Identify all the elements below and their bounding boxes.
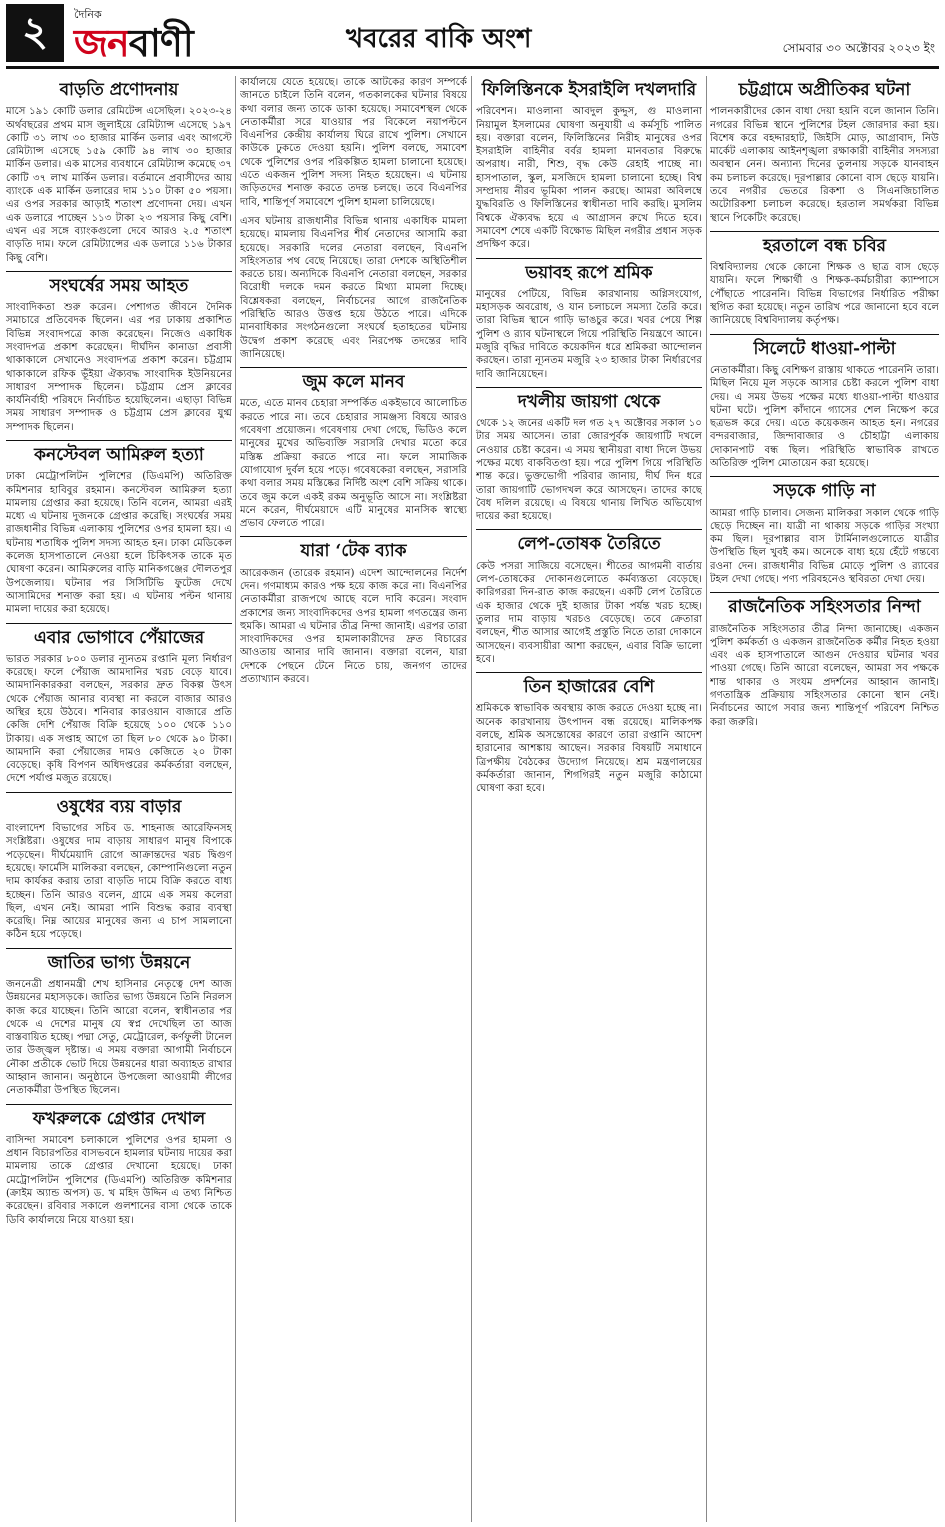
article-fakhrul-arrest — [6, 1109, 232, 1227]
article-body: পরিবেশন। মাওলানা আবদুল কুদ্দুস, গু মাওলানা নিয়ামুল ইসলামের ঘোষণা অনুযায়ী এ কর্মসূচি পালিত হয়। বক্তারা বলেন, ফিলিস্তিনের নিরীহ মানুষের ওপর ইসরাইলি বাহিনীর বর্বর হামলা মানবতার বিরুদ্ধে অপরাধ। নারী, শিশু, বৃদ্ধ কেউ রেহাই পাচ্ছে না। হাসপাতাল, স্কুল, মসজিদে হামলা চালানো হচ্ছে। বিশ্ব সম্প্রদায় নীরব ভূমিকা পালন করছে। আমরা অবিলম্বে যুদ্ধবিরতি ও ফিলিস্তিনের স্বাধীনতা দাবি করছি। মুসলিম বিশ্বকে ঐক্যবদ্ধ হয়ে এ আগ্রাসন রুখে দিতে হবে। সমাবেশ শেষে একটি বিক্ষোভ মিছিল নগরীর প্রধান সড়ক প্রদক্ষিণ করে। — [476, 106, 702, 251]
article-cu-closed — [710, 236, 939, 328]
article-quilt-making — [476, 534, 702, 666]
article-palestine — [476, 80, 702, 252]
headline: জুম কলে মানব — [302, 372, 405, 393]
headline: দখলীয় জায়গা থেকে — [517, 391, 661, 412]
divider — [240, 367, 467, 368]
logo-part-2: বাণী — [128, 21, 193, 65]
masthead — [6, 4, 939, 65]
article-body: নেতাকর্মীরা। কিছু বেশিক্ষণ রাস্তায় থাকতে পারেননি তারা। মিছিল নিয়ে মূল সড়কে আসার চেষ্টা করলে পুলিশ বাধা দেয়। এ সময় উভয় পক্ষের মধ্যে ধাওয়া-পাল্টা ধাওয়ার ঘটনা ঘটে। পুলিশ কাঁদানে গ্যাসের শেল নিক্ষেপ করে ছত্রভঙ্গ করে দেয়। এতে কয়েকজন আহত হন। নগরের বন্দরবাজার, জিন্দাবাজার ও চৌহাট্টা এলাকায় দোকানপাট বন্ধ ছিল। পরিস্থিতি স্বাভাবিক রাখতে অতিরিক্ত পুলিশ মোতায়েন করা হয়েছে। — [710, 364, 939, 469]
divider — [710, 334, 939, 335]
divider — [476, 672, 702, 673]
divider — [476, 258, 702, 259]
divider — [710, 231, 939, 232]
article-body: মানুষের পেটিয়ে, বিভিন্ন কারখানায় অগ্নিসংযোগ, মহাসড়ক অবরোধ, ও যান চলাচলে সমস্যা তৈরি করে। তারা বিভিন্ন স্থানে গাড়ি ভাঙচুর করে। খবর পেয়ে শিল্প পুলিশ ও র‍্যাব ঘটনাস্থলে গিয়ে পরিস্থিতি নিয়ন্ত্রণে আনে। মজুরি বৃদ্ধির দাবিতে কয়েকদিন ধরে শ্রমিকরা আন্দোলন করছেন। তারা ন্যূনতম মজুরি ২৩ হাজার টাকা নির্ধারণের দাবি জানিয়েছেন। — [476, 288, 702, 380]
headline: ওষুধের ব্যয় বাড়ার — [56, 796, 182, 817]
article-medicine-cost — [6, 797, 232, 942]
divider — [6, 948, 232, 949]
article-zoom-call — [240, 372, 467, 530]
column-divider — [471, 76, 472, 1522]
article-continued-2 — [240, 215, 467, 361]
headline: ফিলিস্তিনকে ইসরাইলি দখলদারি — [481, 80, 697, 100]
column-1 — [6, 76, 232, 1522]
article-body: সাংবাদিকতা শুরু করেন। পেশাগত জীবনে দৈনিক সমাচারে প্রতিবেদক ছিলেন। এর পর ঢাকায় প্রকাশিত বিভিন্ন সংবাদপত্রে কাজ করেছেন। নিজেও একাধিক সংবাদপত্র প্রকাশ করেছেন। দীর্ঘদিন কানাডা প্রবাসী থাকাকালে সেখানেও সংবাদপত্র প্রকাশ করেন। চট্টগ্রাম থাকাকালে রফিক ভূঁইয়া ঐক্যবদ্ধ সাংবাদিক ইউনিয়নের সাধারণ সম্পাদক ছিলেন। চট্টগ্রাম প্রেস ক্লাবের কার্যনির্বাহী পরিষদে নির্বাচিত হয়েছিলেন। এছাড়া বিভিন্ন সময় সাধারণ সম্পাদক ও চট্টগ্রাম প্রেস ক্লাবের যুগ্ম সম্পাদক ছিলেন। — [6, 302, 232, 433]
date-line: সোমবার ৩০ অক্টোবর ২০২৩ ইং — [782, 41, 935, 55]
article-body: পালনকারীদের কোন বাধা দেয়া হয়নি বলে জানান তিনি। নগরের বিভিন্ন স্থানে পুলিশের টহল জোরদার করা হয়। বিশেষ করে বহদ্দারহাট, জিইসি মোড়, আগ্রাবাদ, নিউ মার্কেট এলাকায় আইনশৃঙ্খলা রক্ষাকারী বাহিনীর সদস্যরা অবস্থান নেন। অন্যান্য দিনের তুলনায় সড়কে যানবাহন কম চলাচল করেছে। দূরপাল্লার কোনো বাস ছেড়ে যায়নি। তবে নগরীর ভেতরে রিকশা ও সিএনজিচালিত অটোরিকশা চলাচল করেছে। হরতাল সমর্থকরা বিভিন্ন স্থানে পিকেটিং করেছে। — [710, 106, 939, 224]
headline: যারা ‘টেক ব্যাক — [300, 541, 407, 562]
article-body: মতে, এতে মানব চেহারা সম্পর্কিত একইভাবে আলোচিত করতে পারে না। তবে চেহারার সামঞ্জস্য বিষয়ে আরও গবেষণা প্রয়োজন। গবেষণায় দেখা গেছে, ভিডিও কলে মানুষের মুখের অভিব্যক্তি সরাসরি দেখার মতো করে মস্তিষ্ক প্রক্রিয়া করতে পারে না। ফলে সামাজিক যোগাযোগ দুর্বল হয়ে পড়ে। গবেষকেরা বলছেন, সরাসরি কথা বলার সময় মস্তিষ্কের নির্দিষ্ট অংশ বেশি সক্রিয় থাকে। তবে জুম কলে একই রকম অনুভূতি আসে না। সংশ্লিষ্টরা মনে করেন, দীর্ঘমেয়াদে এটি মানুষের মানসিক স্বাস্থ্যে প্রভাব ফেলতে পারে। — [240, 398, 467, 530]
headline: এবার ভোগাবে পেঁয়াজের — [33, 627, 205, 648]
article-body: ভারত সরকার ৮০০ ডলার ন্যূনতম রপ্তানি মূল্য নির্ধারণ করেছে। ফলে পেঁয়াজ আমদানির খরচ বেড়ে যাবে। আমদানিকারকরা বলছেন, সরকার দ্রুত বিকল্প উৎস থেকে পেঁয়াজ আনার ব্যবস্থা না করলে বাজার আরও অস্থির হয়ে উঠবে। শনিবার কারওয়ান বাজারে প্রতি কেজি দেশি পেঁয়াজ বিক্রি হয়েছে ১০০ থেকে ১১০ টাকায়। এক সপ্তাহ আগে তা ছিল ৮০ থেকে ৯০ টাকা। আমদানি করা পেঁয়াজের দামও কেজিতে ২০ টাকা বেড়েছে। কৃষি বিপণন অধিদপ্তরের কর্মকর্তারা বলছেন, দেশে পর্যাপ্ত মজুত রয়েছে। — [6, 653, 232, 785]
article-body: কেউ পসরা সাজিয়ে বসেছেন। শীতের আগমনী বার্তায় লেপ-তোষকের দোকানগুলোতে কর্মব্যস্ততা বেড়েছে। কারিগররা দিন-রাত কাজ করছেন। একটি লেপ তৈরিতে এক হাজার থেকে দুই হাজার টাকা পর্যন্ত খরচ হচ্ছে। তুলার দাম বাড়ায় খরচও বেড়েছে। তবে ক্রেতারা বলছেন, শীত আসার আগেই প্রস্তুতি নিতে তারা দোকানে আসছেন। ব্যবসায়ীরা আশা করছেন, এবার বিক্রি ভালো হবে। — [476, 560, 702, 665]
column-divider — [235, 76, 236, 1522]
headline: জাতির ভাগ্য উন্নয়নে — [47, 952, 191, 973]
article-workers — [476, 263, 702, 381]
headline: সড়কে গাড়ি না — [773, 481, 876, 502]
column-2 — [240, 76, 467, 1522]
article-nation-development — [6, 953, 232, 1098]
article-land-occupation — [476, 392, 702, 524]
article-no-vehicles — [710, 481, 939, 586]
divider — [6, 440, 232, 441]
article-body: আরেকজন (তারেক রহমান) এদেশ আন্দোলনের নির্দেশ দেন। গণমাধ্যম কারও পক্ষ হয়ে কাজ করে না। বিএনপির নেতাকর্মীরা রাজপথে আছে বলে দাবি করেন। সংবাদ প্রকাশের জন্য সাংবাদিকদের ওপর হামলা গণতন্ত্রের জন্য হুমকি। আমরা এ ঘটনার তীব্র নিন্দা জানাই। এরপর তারা সাংবাদিকদের ওপর হামলাকারীদের দ্রুত বিচারের আওতায় আনার দাবি জানান। বক্তারা বলেন, যারা দেশকে পেছনে টেনে নিতে চায়, জনগণ তাদের প্রত্যাখ্যান করবে। — [240, 567, 467, 686]
article-constable-murder — [6, 445, 232, 617]
article-incentive — [6, 80, 232, 265]
headline: রাজনৈতিক সহিংসতার নিন্দা — [728, 597, 921, 618]
divider — [6, 271, 232, 272]
article-chattogram — [710, 80, 939, 225]
newspaper-logo — [70, 6, 230, 65]
divider — [240, 536, 467, 537]
headline: বাড়তি প্রণোদনায় — [59, 80, 179, 100]
logo-prefix: দৈনিক — [74, 8, 102, 21]
divider — [710, 476, 939, 477]
article-body: থেকে ১২ জনের একটি দল গত ২৭ অক্টোবর সকাল ১০ টার সময় আসেন। তারা জোরপূর্বক জায়গাটি দখলে নেওয়ার চেষ্টা করেন। এ সময় স্থানীয়রা বাধা দিলে উভয় পক্ষের মধ্যে বাকবিতণ্ডা হয়। পরে পুলিশ গিয়ে পরিস্থিতি শান্ত করে। ভুক্তভোগী পরিবার জানায়, দীর্ঘ দিন ধরে তারা জায়গাটি ভোগদখল করে আসছেন। তাদের কাছে বৈধ দলিল রয়েছে। এ বিষয়ে থানায় লিখিত অভিযোগ দায়ের করা হয়েছে। — [476, 418, 702, 523]
article-body: শ্রমিককে স্বাভাবিক অবস্থায় কাজ করতে দেওয়া হচ্ছে না। অনেক কারখানায় উৎপাদন বন্ধ রয়েছে। মালিকপক্ষ বলছে, শ্রমিক অসন্তোষের কারণে তারা রপ্তানি আদেশ হারানোর আশঙ্কায় আছেন। সরকার বিষয়টি সমাধানে ত্রিপক্ষীয় বৈঠকের উদ্যোগ নিয়েছে। শ্রম মন্ত্রণালয়ের কর্মকর্তারা জানান, শিগগিরই নতুন মজুরি কাঠামো ঘোষণা করা হবে। — [476, 703, 702, 795]
article-onion — [6, 628, 232, 786]
article-continued-1 — [240, 76, 467, 209]
masthead-rule — [6, 66, 939, 69]
headline: লেপ-তোষক তৈরিতে — [517, 534, 661, 555]
divider — [6, 623, 232, 624]
headline: কনস্টেবল আমিরুল হত্যা — [34, 445, 204, 466]
article-body: বাসিন্দা সমাবেশ চলাকালে পুলিশের ওপর হামলা ও প্রধান বিচারপতির বাসভবনে হামলার ঘটনায় দায়ের করা মামলায় তাকে গ্রেপ্তার দেখানো হয়েছে। ঢাকা মেট্রোপলিটন পুলিশের (ডিএমপি) অতিরিক্ত কমিশনার (ক্রাইম অ্যান্ড অপস) ড. খ মহিদ উদ্দিন এ তথ্য নিশ্চিত করেছেন। রবিবার সকালে গুলশানের বাসা থেকে তাকে ডিবি কার্যালয়ে নিয়ে যাওয়া হয়। — [6, 1134, 232, 1226]
headline: চট্টগ্রামে অপ্রীতিকর ঘটনা — [738, 80, 911, 100]
column-divider — [706, 76, 707, 1522]
page-number: ২ — [6, 4, 64, 62]
section-title: খবরের বাকি অংশ — [346, 24, 532, 54]
article-body: ঢাকা মেট্রোপলিটন পুলিশের (ডিএমপি) অতিরিক্ত কমিশনার হাবিবুর রহমান। কনস্টেবল আমিরুল হত্যা মামলায় গ্রেপ্তার করা হয়েছে। তিনি বলেন, আমরা এরই মধ্যে এ ঘটনায় দুজনকে গ্রেপ্তার করেছি। সংঘর্ষের সময় রাজধানীর বিভিন্ন এলাকায় পুলিশের ওপর হামলা হয়। এ ঘটনায় শতাধিক পুলিশ সদস্য আহত হন। ঢাকা মেডিকেল কলেজ হাসপাতালে নেওয়া হলে চিকিৎসক তাকে মৃত ঘোষণা করেন। আমিরুলের বাড়ি মানিকগঞ্জের দৌলতপুর উপজেলায়। ঘটনার পর সিসিটিভি ফুটেজ দেখে আসামিদের শনাক্ত করা হয়। এ ঘটনায় পল্টন থানায় মামলা দায়ের করা হয়েছে। — [6, 471, 232, 616]
logo-part-1: জন — [74, 21, 129, 65]
article-three-thousand — [476, 677, 702, 795]
article-sylhet-chase — [710, 339, 939, 471]
article-body: জননেত্রী প্রধানমন্ত্রী শেখ হাসিনার নেতৃত্বে দেশ আজ উন্নয়নের মহাসড়কে। জাতির ভাগ্য উন্নয়নে তিনি নিরলস কাজ করে যাচ্ছেন। তিনি আরো বলেন, স্বাধীনতার পর থেকে এ দেশের মানুষ যে স্বপ্ন দেখেছিল তা আজ বাস্তবায়িত হচ্ছে। পদ্মা সেতু, মেট্রোরেল, কর্ণফুলী টানেল তার উজ্জ্বল দৃষ্টান্ত। এ সময় বক্তারা আগামী নির্বাচনে নৌকা প্রতীকে ভোট দিয়ে উন্নয়নের ধারা অব্যাহত রাখার আহ্বান জানান। অনুষ্ঠানে উপজেলা আওয়ামী লীগের নেতাকর্মীরা উপস্থিত ছিলেন। — [6, 978, 232, 1097]
article-clash-injured — [6, 276, 232, 434]
column-4 — [710, 76, 939, 1522]
divider — [6, 792, 232, 793]
headline: সংঘর্ষের সময় আহত — [49, 275, 189, 296]
article-body: মাসে ১৯১ কোটি ডলার রেমিটেন্স এসেছিল। ২০২৩-২৪ অর্থবছরের প্রথম মাস জুলাইয়ে রেমিট্যান্স এসেছে ১৯৭ কোটি ৩১ লাখ ৩০ হাজার মার্কিন ডলার এবং আগস্টে রেমিট্যান্স এসেছে ১৫৯ কোটি ৯৪ লাখ ৩০ হাজার মার্কিন ডলার। এক মাসের ব্যবধানে রেমিট্যান্স কমেছে ৩৭ কোটি ৩৭ লাখ মার্কিন ডলার। বর্তমানে প্রবাসীদের আয় ব্যাংকে এক মার্কিন ডলারের দাম ১১০ টাকা ৫০ পয়সা। এর ওপর সরকার আড়াই শতাংশ প্রণোদনা দেয়। এখন এক ডলারে পাচ্ছেন ১১৩ টাকা ২৩ পয়সার কিছু বেশি। এখন এর সঙ্গে ব্যাংকগুলো দেবে আরও ২.৫ শতাংশ বাড়তি দাম। ফলে রেমিট্যান্সের এক ডলারে ১১৬ টাকার কিছু বেশি। — [6, 106, 232, 264]
article-body: কার্যালয়ে যেতে হয়েছে। তাকে আটকের কারণ সম্পর্কে জানতে চাইলে তিনি বলেন, গতকালকের ঘটনার বিষয়ে কথা বলার জন্য তাকে ডাকা হয়েছে। সমাবেশস্থল থেকে নেতাকর্মীরা সরে যাওয়ার পর বিকেলে নয়াপল্টনে বিএনপির কেন্দ্রীয় কার্যালয় ঘিরে রাখে পুলিশ। সেখানে কাউকে ঢুকতে দেওয়া হয়নি। পুলিশ বলছে, সমাবেশ থেকে পুলিশের ওপর পরিকল্পিত হামলা চালানো হয়েছে। এতে একজন পুলিশ সদস্য নিহত হয়েছেন। এ ঘটনায় জড়িতদের শনাক্ত করতে তদন্ত চলছে। তবে বিএনপির দাবি, শান্তিপূর্ণ সমাবেশে পুলিশ হামলা চালিয়েছে। — [240, 77, 467, 208]
divider — [6, 1104, 232, 1105]
divider — [476, 529, 702, 530]
article-body: রাজনৈতিক সহিংসতার তীব্র নিন্দা জানাচ্ছে। একজন পুলিশ কর্মকর্তা ও একজন রাজনৈতিক কর্মীর নিহত হওয়া এবং এক হাসপাতালে আগুন দেওয়ার ঘটনার খবর পাওয়া গেছে। তিনি আরো বলেছেন, আমরা সব পক্ষকে শান্ত থাকার ও সংযম প্রদর্শনের আহ্বান জানাই। গণতান্ত্রিক প্রক্রিয়ায় সহিংসতার কোনো স্থান নেই। নির্বাচনের আগে সবার জন্য শান্তিপূর্ণ পরিবেশ নিশ্চিত করা জরুরি। — [710, 623, 939, 728]
headline: তিন হাজারের বেশি — [523, 677, 655, 698]
headline: সিলেটে ধাওয়া-পাল্টা — [753, 338, 896, 359]
headline: ভয়াবহ রূপে শ্রমিক — [525, 262, 653, 283]
divider — [710, 592, 939, 593]
article-body: আমরা গাড়ি চালাব। সেজন্য মালিকরা সকাল থেকে গাড়ি ছেড়ে দিচ্ছেন না। যাত্রী না থাকায় সড়কে গাড়ির সংখ্যা কম ছিল। দূরপাল্লার বাস টার্মিনালগুলোতে যাত্রীর উপস্থিতি ছিল খুবই কম। অনেকে বাধ্য হয়ে হেঁটে গন্তব্যে রওনা দেন। রাজধানীর বিভিন্ন মোড়ে পুলিশ ও র‍্যাবের টহল দেখা গেছে। পণ্য পরিবহনেও স্থবিরতা দেখা দেয়। — [710, 507, 939, 586]
headline: ফখরুলকে গ্রেপ্তার দেখাল — [32, 1108, 206, 1129]
divider — [476, 387, 702, 388]
column-3 — [476, 76, 702, 1522]
article-body: বাংলাদেশ বিভাগের সচিব ড. শাহনাজ আরেফিনসহ সংশ্লিষ্টরা। ওষুধের দাম বাড়ায় সাধারণ মানুষ বিপাকে পড়েছেন। দীর্ঘমেয়াদি রোগে আক্রান্তদের খরচ দ্বিগুণ হয়েছে। ফার্মেসি মালিকরা বলছেন, কোম্পানিগুলো নতুন দাম কার্যকর করায় তারা বাড়তি দামে বিক্রি করতে বাধ্য হচ্ছেন। তিনি আরও বলেন, গ্রামে এক সময় কলেরা ছিল, এখন নেই। আমরা পানি বিশুদ্ধ করার ব্যবস্থা করেছি। নিম্ন আয়ের মানুষের জন্য এ চাপ সামলানো কঠিন হয়ে পড়েছে। — [6, 823, 232, 941]
article-body: বিশ্ববিদ্যালয় থেকে কোনো শিক্ষক ও ছাত্র বাস ছেড়ে যায়নি। ফলে শিক্ষার্থী ও শিক্ষক-কর্মচারীরা ক্যাম্পাসে পৌঁছাতে পারেননি। বিভিন্ন বিভাগের নির্ধারিত পরীক্ষা স্থগিত করা হয়েছে। নতুন তারিখ পরে জানানো হবে বলে জানিয়েছে বিশ্ববিদ্যালয় কর্তৃপক্ষ। — [710, 262, 939, 327]
headline: হরতালে বন্ধ চবির — [762, 235, 887, 256]
article-take-back — [240, 541, 467, 686]
article-violence-condemn — [710, 597, 939, 729]
article-body: এসব ঘটনায় রাজধানীর বিভিন্ন থানায় একাধিক মামলা হয়েছে। মামলায় বিএনপির শীর্ষ নেতাদের আসামি করা হয়েছে। সরকারি দলের নেতারা বলছেন, বিএনপি সহিংসতার পথ বেছে নিয়েছে। তারা দেশকে অস্থিতিশীল করতে চায়। অন্যদিকে বিএনপি নেতারা বলছেন, সরকার বিরোধী দলকে দমন করতে মিথ্যা মামলা দিচ্ছে। বিশ্লেষকরা বলছেন, নির্বাচনের আগে রাজনৈতিক পরিস্থিতি আরও উত্তপ্ত হয়ে উঠতে পারে। এদিকে মানবাধিকার সংগঠনগুলো সংঘর্ষে হতাহতের ঘটনায় উদ্বেগ প্রকাশ করেছে এবং নিরপেক্ষ তদন্তের দাবি জানিয়েছে। — [240, 215, 467, 360]
